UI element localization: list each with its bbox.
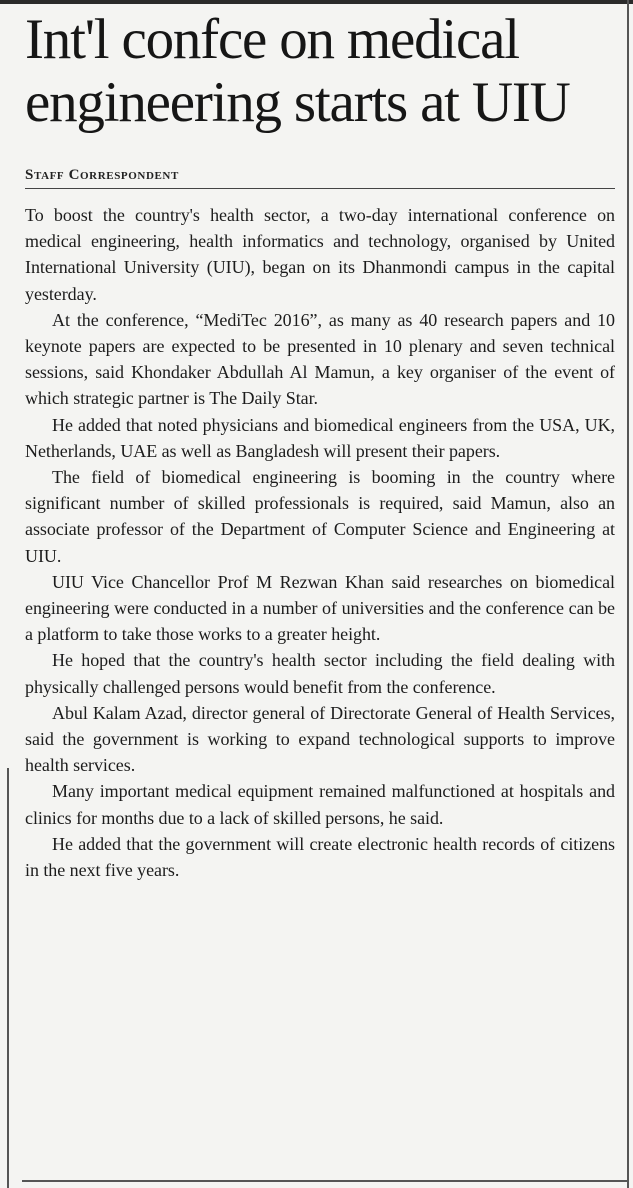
news-article [25, 8, 615, 883]
top-rule [0, 0, 633, 4]
byline: Staff Correspondent [25, 167, 179, 183]
paragraph: The field of biomedical engineering is booming in the country where significant number of skilled professionals is required, said Mamun, also an associate professor of the Department of Computer Science and Engineering at UIU. [25, 467, 615, 566]
headline: Int'l confce on medical engineering starts at UIU [25, 8, 570, 134]
paragraph: He added that noted physicians and biomedical engineers from the USA, UK, Netherlands, UAE as well as Bangladesh will present their papers. [25, 414, 615, 461]
paragraph: Many important medical equipment remained malfunctioned at hospitals and clinics for months due to a lack of skilled persons, he said. [25, 781, 615, 828]
paragraph: Abul Kalam Azad, director general of Directorate General of Health Services, said the government is working to expand technological supports to improve health services. [25, 702, 615, 776]
bottom-rule [22, 1180, 628, 1182]
column-rule-right [627, 0, 629, 1188]
paragraph: He added that the government will create electronic health records of citizens in the next five years. [25, 833, 615, 881]
column-rule-left [7, 768, 9, 1188]
article-body [25, 202, 615, 883]
paragraph: UIU Vice Chancellor Prof M Rezwan Khan said researches on biomedical engineering were conducted in a number of universities and the conference can be a platform to take those works to a greater height. [25, 571, 615, 645]
paragraph: He hoped that the country's health sector including the field dealing with physically challenged persons would benefit from the conference. [25, 650, 615, 697]
paragraph: To boost the country's health sector, a two-day international conference on medical engineering, health informatics and technology, organised by United International University (UIU), began on its Dhanmondi campus in the capital yesterday. [25, 205, 615, 304]
byline-rule [25, 188, 615, 189]
paragraph: At the conference, “MediTec 2016”, as many as 40 research papers and 10 keynote papers are expected to be presented in 10 plenary and seven technical sessions, said Khondaker Abdullah Al Mamun, a key organiser of the event of which strategic partner is The Daily Star. [25, 309, 615, 409]
